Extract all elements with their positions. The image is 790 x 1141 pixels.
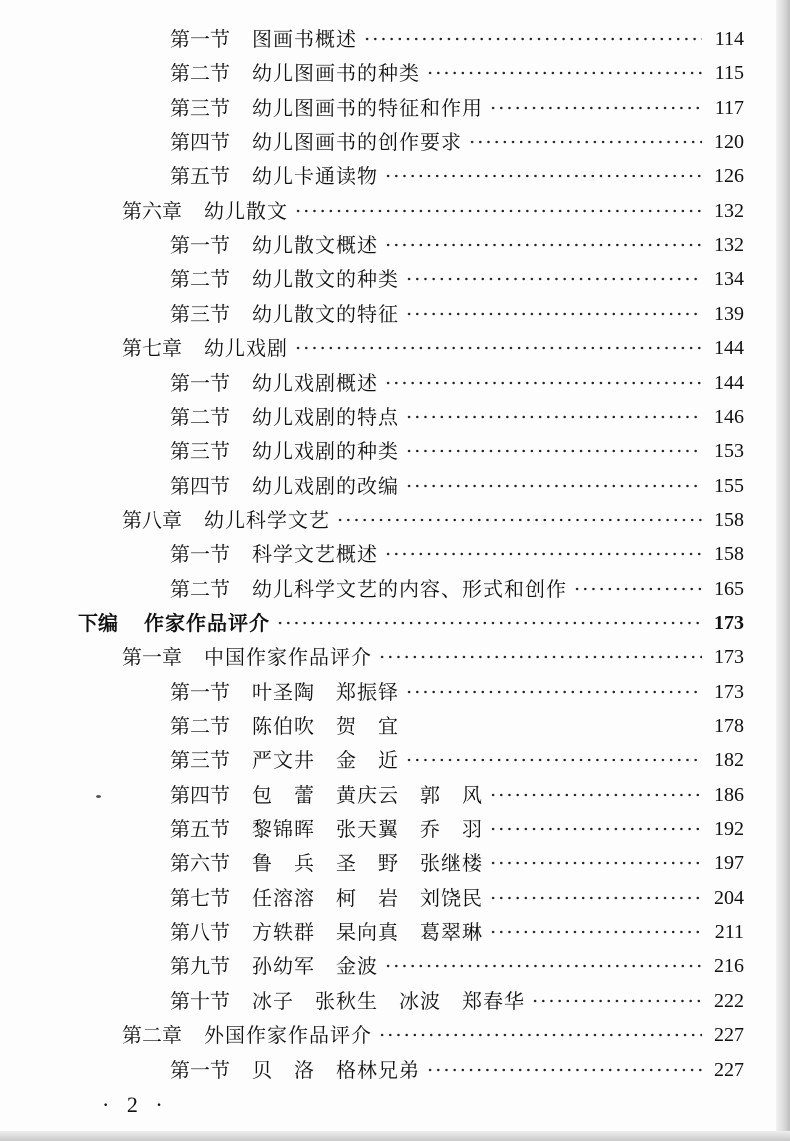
toc-entry-label: 第二节 [170, 577, 230, 601]
toc-entry-title: 方轶群 杲向真 葛翠琳 [252, 920, 483, 944]
toc-chapter-entry [122, 642, 744, 672]
toc-entry-label: 第二节 [170, 267, 230, 291]
toc-entry-label: 第六节 [170, 851, 230, 875]
page-number-footer: · 2 · [102, 1092, 169, 1117]
dot-leader [384, 552, 702, 556]
toc-entry-title: 外国作家作品评介 [204, 1023, 372, 1047]
toc-section-entry [170, 264, 744, 294]
toc-page-number: 216 [714, 955, 744, 977]
toc-entry-label: 第一章 [122, 645, 182, 669]
toc-page-number: 186 [714, 784, 744, 806]
toc-page-number: 115 [714, 62, 744, 84]
toc-entry-label: 第二章 [122, 1023, 182, 1047]
toc-page-number: 120 [714, 131, 744, 153]
toc-entry-title: 陈伯吹 贺 宜 [252, 714, 399, 738]
toc-page-number: 134 [714, 268, 744, 290]
toc-entry-label: 第三节 [170, 302, 230, 326]
toc-entry-title: 幼儿戏剧概述 [252, 371, 378, 395]
toc-chapter-entry [122, 1020, 744, 1050]
toc-entry-title: 幼儿戏剧的改编 [252, 474, 399, 498]
toc-entry-title: 幼儿戏剧的种类 [252, 439, 399, 463]
dot-leader [378, 1033, 702, 1037]
toc-entry-title: 孙幼军 金波 [252, 954, 378, 978]
toc-entry-title: 科学文艺概述 [252, 542, 378, 566]
dot-leader [489, 793, 702, 797]
toc-chapter-entry [122, 505, 744, 535]
toc-part-entry [78, 608, 744, 638]
dot-leader [384, 174, 702, 178]
dot-leader [531, 999, 702, 1003]
toc-entry-title: 幼儿戏剧 [204, 336, 288, 360]
toc-entry-label: 第四节 [170, 783, 230, 807]
toc-section-entry [170, 711, 744, 741]
toc-page-number: 155 [714, 475, 744, 497]
toc-entry-title: 幼儿散文的种类 [252, 267, 399, 291]
dot-leader [426, 1068, 702, 1072]
dot-leader [384, 243, 702, 247]
toc-section-entry [170, 780, 744, 810]
dot-leader [489, 861, 702, 865]
toc-section-entry [170, 299, 744, 329]
toc-entry-label: 第七节 [170, 886, 230, 910]
toc-page-number: 197 [714, 852, 744, 874]
dot-leader [384, 964, 702, 968]
toc-section-entry [170, 814, 744, 844]
print-speck [96, 795, 101, 798]
page-edge-shadow [776, 0, 790, 1141]
toc-entry-label: 第一节 [170, 371, 230, 395]
toc-page-number: 173 [714, 646, 744, 668]
toc-page-number: 132 [714, 234, 744, 256]
toc-entry-label: 第三节 [170, 96, 230, 120]
dot-leader [405, 415, 702, 419]
dot-leader [294, 209, 702, 213]
toc-page-number: 144 [714, 337, 744, 359]
toc-entry-label: 第一节 [170, 1058, 230, 1082]
toc-section-entry [170, 127, 744, 157]
toc-entry-title: 幼儿戏剧的特点 [252, 405, 399, 429]
toc-entry-label: 第八章 [122, 508, 182, 532]
toc-section-entry [170, 58, 744, 88]
dot-leader [468, 140, 702, 144]
toc-entry-label: 第六章 [122, 199, 182, 223]
toc-section-entry [170, 951, 744, 981]
toc-entry-title: 幼儿散文的特征 [252, 302, 399, 326]
dot-leader [363, 37, 702, 41]
dot-leader [294, 346, 702, 350]
toc-chapter-entry [122, 333, 744, 363]
toc-entry-label: 第五节 [170, 817, 230, 841]
toc-entry-label: 下编 [78, 611, 118, 635]
toc-entry-title: 幼儿科学文艺的内容、形式和创作 [252, 577, 567, 601]
toc-page-number: 144 [714, 372, 744, 394]
toc-section-entry [170, 745, 744, 775]
toc-entry-label: 第一节 [170, 233, 230, 257]
dot-leader [276, 621, 702, 625]
toc-section-entry [170, 986, 744, 1016]
toc-page-number: 117 [714, 97, 744, 119]
toc-entry-title: 幼儿散文概述 [252, 233, 378, 257]
toc-entry-title: 冰子 张秋生 冰波 郑春华 [252, 989, 525, 1013]
toc-entry-label: 第三节 [170, 748, 230, 772]
dot-leader [405, 312, 702, 316]
toc-page-number: 204 [714, 887, 744, 909]
dot-leader [489, 106, 702, 110]
toc-entry-label: 第二节 [170, 405, 230, 429]
dot-leader [489, 930, 702, 934]
toc-section-entry [170, 917, 744, 947]
toc-page-number: 227 [714, 1024, 744, 1046]
toc-entry-title: 严文井 金 近 [252, 748, 399, 772]
toc-entry-title: 叶圣陶 郑振铎 [252, 680, 399, 704]
toc-entry-title: 幼儿图画书的特征和作用 [252, 96, 483, 120]
page-bottom-edge [0, 1131, 790, 1141]
toc-section-entry [170, 24, 744, 54]
dot-leader [405, 758, 702, 762]
toc-entry-title: 图画书概述 [252, 27, 357, 51]
toc-section-entry [170, 574, 744, 604]
toc-page-number: 165 [714, 578, 744, 600]
toc-entry-label: 第十节 [170, 989, 230, 1013]
dot-leader [405, 690, 702, 694]
toc-entry-label: 第二节 [170, 714, 230, 738]
toc-entry-label: 第四节 [170, 130, 230, 154]
dot-leader [378, 655, 702, 659]
toc-section-entry [170, 539, 744, 569]
toc-page-number: 158 [714, 543, 744, 565]
toc-entry-title: 贝 洛 格林兄弟 [252, 1058, 420, 1082]
toc-entry-label: 第二节 [170, 61, 230, 85]
toc-section-entry [170, 402, 744, 432]
toc-section-entry [170, 161, 744, 191]
toc-section-entry [170, 883, 744, 913]
toc-entry-label: 第三节 [170, 439, 230, 463]
dot-leader [405, 449, 702, 453]
toc-page-number: 153 [714, 440, 744, 462]
toc-section-entry [170, 471, 744, 501]
toc-section-entry [170, 677, 744, 707]
dot-leader [405, 484, 702, 488]
toc-page-number: 114 [714, 28, 744, 50]
toc-page-number: 222 [714, 990, 744, 1012]
toc-page-number: 182 [714, 749, 744, 771]
toc-entry-label: 第一节 [170, 542, 230, 566]
toc-chapter-entry [122, 196, 744, 226]
toc-entry-title: 任溶溶 柯 岩 刘饶民 [252, 886, 483, 910]
toc-page-number: 158 [714, 509, 744, 531]
dot-leader [405, 724, 702, 728]
toc-entry-label: 第五节 [170, 164, 230, 188]
toc-entry-title: 幼儿图画书的创作要求 [252, 130, 462, 154]
toc-page-number: 227 [714, 1059, 744, 1081]
toc-section-entry [170, 230, 744, 260]
toc-entry-label: 第七章 [122, 336, 182, 360]
dot-leader [336, 518, 702, 522]
toc-page-number: 173 [714, 681, 744, 703]
toc-section-entry [170, 93, 744, 123]
toc-entry-title: 作家作品评介 [144, 611, 270, 635]
toc-page-number: 178 [714, 715, 744, 737]
toc-section-entry [170, 1055, 744, 1085]
toc-entry-title: 中国作家作品评介 [204, 645, 372, 669]
toc-entry-title: 幼儿卡通读物 [252, 164, 378, 188]
dot-leader [384, 381, 702, 385]
dot-leader [405, 277, 702, 281]
toc-entry-label: 第九节 [170, 954, 230, 978]
dot-leader [489, 827, 702, 831]
toc-entry-title: 包 蕾 黄庆云 郭 风 [252, 783, 483, 807]
toc-section-entry [170, 368, 744, 398]
toc-entry-label: 第一节 [170, 27, 230, 51]
toc-page-number: 139 [714, 303, 744, 325]
toc-entry-label: 第四节 [170, 474, 230, 498]
dot-leader [573, 587, 702, 591]
toc-page-number: 211 [714, 921, 744, 943]
toc-entry-title: 黎锦晖 张天翼 乔 羽 [252, 817, 483, 841]
toc-page-number: 126 [714, 165, 744, 187]
toc-page-number: 192 [714, 818, 744, 840]
toc-page-number: 173 [714, 612, 744, 634]
toc-entry-title: 幼儿散文 [204, 199, 288, 223]
toc-entry-title: 幼儿图画书的种类 [252, 61, 420, 85]
toc-section-entry [170, 436, 744, 466]
dot-leader [426, 71, 702, 75]
toc-section-entry [170, 848, 744, 878]
toc-entry-title: 幼儿科学文艺 [204, 508, 330, 532]
toc-page-number: 146 [714, 406, 744, 428]
toc-entry-label: 第八节 [170, 920, 230, 944]
toc-entry-label: 第一节 [170, 680, 230, 704]
dot-leader [489, 896, 702, 900]
toc-page-number: 132 [714, 200, 744, 222]
toc-entry-title: 鲁 兵 圣 野 张继楼 [252, 851, 483, 875]
